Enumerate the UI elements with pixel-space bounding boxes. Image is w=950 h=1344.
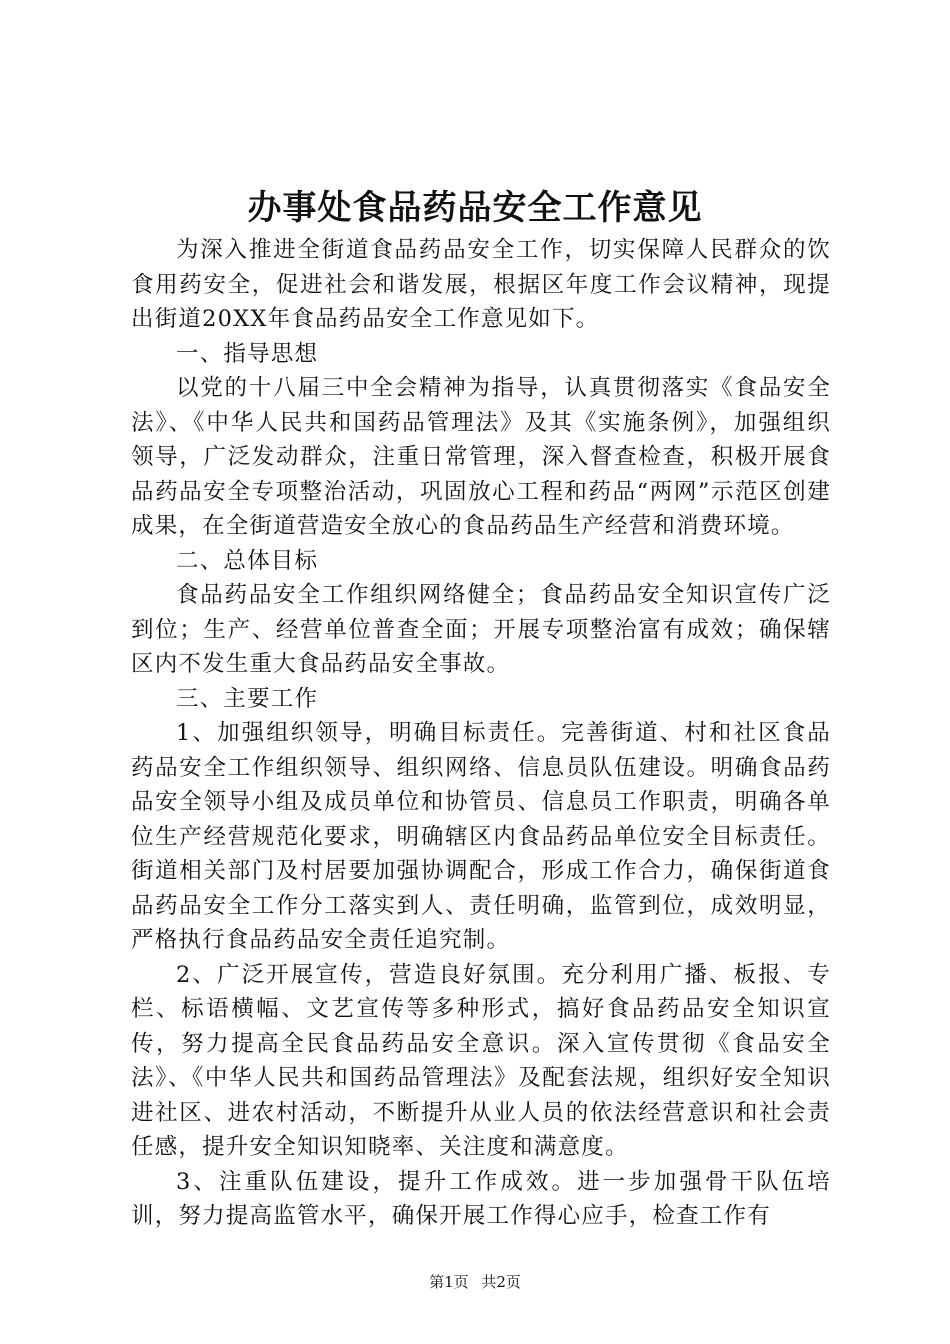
main-work-item-3: 3、注重队伍建设，提升工作成效。进一步加强骨干队伍培训，努力提高监管水平，确保开展工作得心应手，检查工作有 bbox=[131, 1168, 831, 1229]
document-title: 办事处食品药品安全工作意见 bbox=[247, 188, 703, 228]
section-heading-overall-goal: 二、总体目标 bbox=[176, 547, 319, 574]
guiding-thought-paragraph: 以党的十八届三中全会精神为指导，认真贯彻落实《食品安全法》、《中华人民共和国药品管理法》及其《实施条例》，加强组织领导，广泛发动群众，注重日常管理，深入督查检查，积极开展食品药品安全专项整治活动，巩固放心工程和药品“两网”示范区创建成果，在全街道营造安全放心的食品药品生产经营和消费环境。 bbox=[131, 375, 831, 539]
main-work-item-1: 1、加强组织领导，明确目标责任。完善街道、村和社区食品药品安全工作组织领导、组织网络、信息员队伍建设。明确食品药品安全领导小组及成员单位和协管员、信息员工作职责，明确各单位生产经营规范化要求，明确辖区内食品药品单位安全目标责任。街道相关部门及村居要加强协调配合，形成工作合力，确保街道食品药品安全工作分工落实到人、责任明确，监管到位，成效明显，严格执行食品药品安全责任追究制。 bbox=[131, 720, 831, 953]
main-work-item-2: 2、广泛开展宣传，营造良好氛围。充分利用广播、板报、专栏、标语横幅、文艺宣传等多种形式，搞好食品药品安全知识宣传，努力提高全民食品药品安全意识。深入宣传贯彻《食品安全法》、《中华人民共和国药品管理法》及配套法规，组织好安全知识进社区、进农村活动，不断提升从业人员的依法经营意识和社会责任感，提升安全知识知晓率、关注度和满意度。 bbox=[131, 961, 831, 1160]
section-heading-main-work: 三、主要工作 bbox=[176, 685, 319, 712]
section-heading-guiding-thought: 一、指导思想 bbox=[176, 340, 319, 367]
intro-paragraph: 为深入推进全街道食品药品安全工作，切实保障人民群众的饮食用药安全，促进社会和谐发展，根据区年度工作会议精神，现提出街道20XX年食品药品安全工作意见如下。 bbox=[131, 237, 831, 332]
page-number: 第1页 bbox=[429, 1273, 469, 1291]
page-footer bbox=[0, 1272, 950, 1292]
overall-goal-paragraph: 食品药品安全工作组织网络健全；食品药品安全知识宣传广泛到位；生产、经营单位普查全面；开展专项整治富有成效；确保辖区内不发生重大食品药品安全事故。 bbox=[131, 582, 831, 677]
document-body bbox=[131, 233, 831, 1234]
page-total: 共2页 bbox=[481, 1273, 521, 1291]
